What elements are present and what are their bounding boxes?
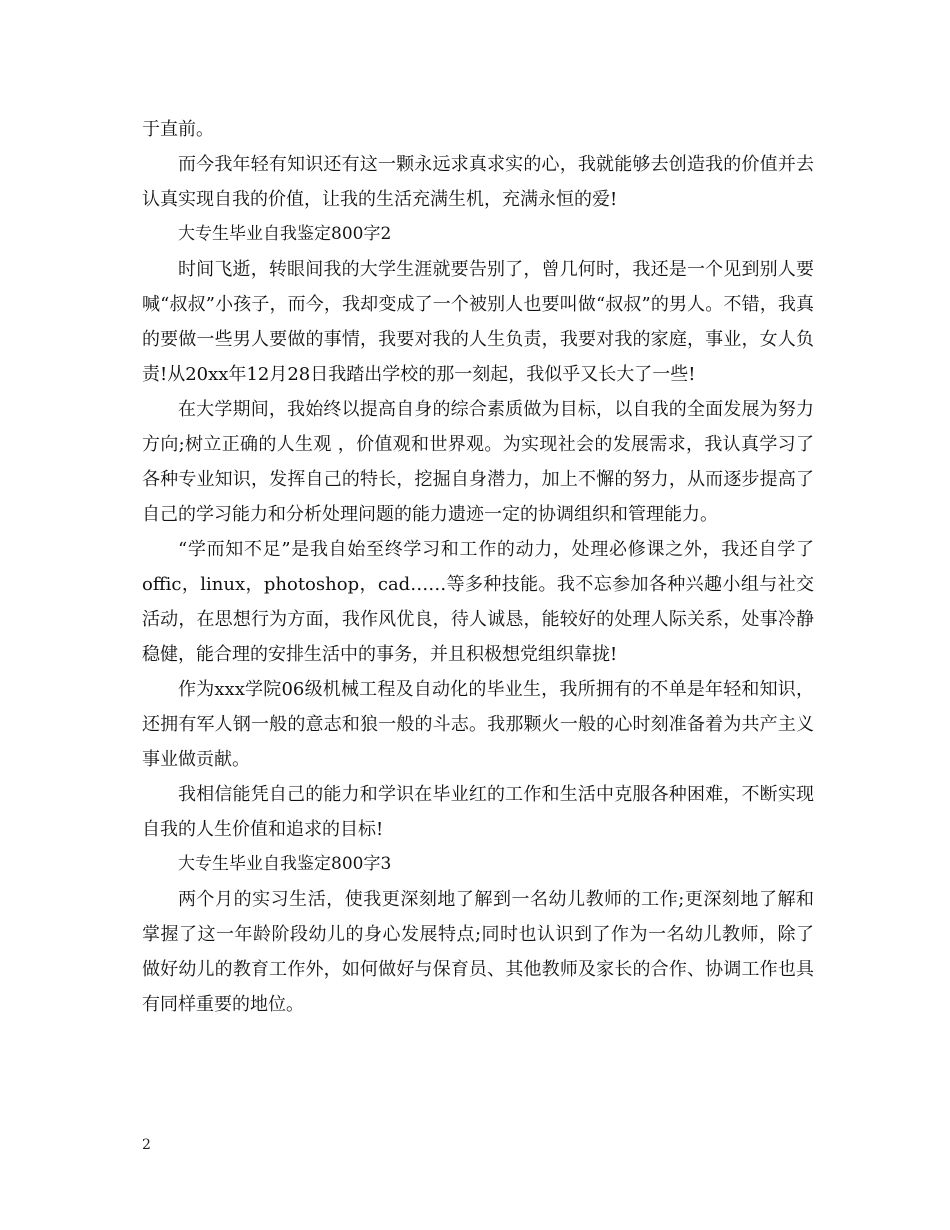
paragraph: 两个月的实习生活，使我更深刻地了解到一名幼儿教师的工作;更深刻地了解和掌握了这一年龄阶段幼儿的身心发展特点;同时也认识到了作为一名幼儿教师，除了做好幼儿的教育工作外，如何做好与保育员、其他教师及家长的合作、协调工作也具有同样重要的地位。 [142, 889, 814, 1015]
section-heading-3: 大专生毕业自我鉴定800字3 [178, 854, 392, 874]
paragraph: 作为xxx学院06级机械工程及自动化的毕业生，我所拥有的不单是年轻和知识，还拥有军人钢一般的意志和狼一般的斗志。我那颗火一般的心时刻准备着为共产主义事业做贡献。 [142, 679, 814, 770]
paragraph: 在大学期间，我始终以提高自身的综合素质做为目标，以自我的全面发展为努力方向;树立正确的人生观 ，价值观和世界观。为实现社会的发展需求，我认真学习了各种专业知识，发挥自己的特长，挖掘自身潜力，加上不懈的努力，从而逐步提高了自己的学习能力和分析处理问题的能力遗迹一定的协调组织和管理能力。 [142, 399, 814, 525]
paragraph: “学而知不足”是我自始至终学习和工作的动力，处理必修课之外，我还自学了offic，linux，photoshop，cad……等多种技能。我不忘参加各种兴趣小组与社交活动，在思想行为方面，我作风优良，待人诚恳，能较好的处理人际关系，处事冷静稳健，能合理的安排生活中的事务，并且积极想党组织靠拢! [142, 539, 814, 665]
paragraph-continuation: 于直前。 [142, 119, 214, 140]
paragraph: 我相信能凭自己的能力和学识在毕业红的工作和生活中克服各种困难，不断实现自我的人生价值和追求的目标! [142, 784, 814, 840]
paragraph: 时间飞逝，转眼间我的大学生涯就要告别了，曾几何时，我还是一个见到别人要喊“叔叔”小孩子，而今，我却变成了一个被别人也要叫做“叔叔”的男人。不错，我真的要做一些男人要做的事情，我要对我的人生负责，我要对我的家庭，事业，女人负责!从20xx年12月28日我踏出学校的那一刻起，我似乎又长大了一些! [142, 259, 814, 385]
paragraph: 而今我年轻有知识还有这一颗永远求真求实的心，我就能够去创造我的价值并去认真实现自我的价值，让我的生活充满生机，充满永恒的爱! [142, 154, 814, 210]
section-heading-2: 大专生毕业自我鉴定800字2 [178, 224, 392, 244]
page-number: 2 [142, 1137, 151, 1153]
document-body [142, 112, 814, 1022]
